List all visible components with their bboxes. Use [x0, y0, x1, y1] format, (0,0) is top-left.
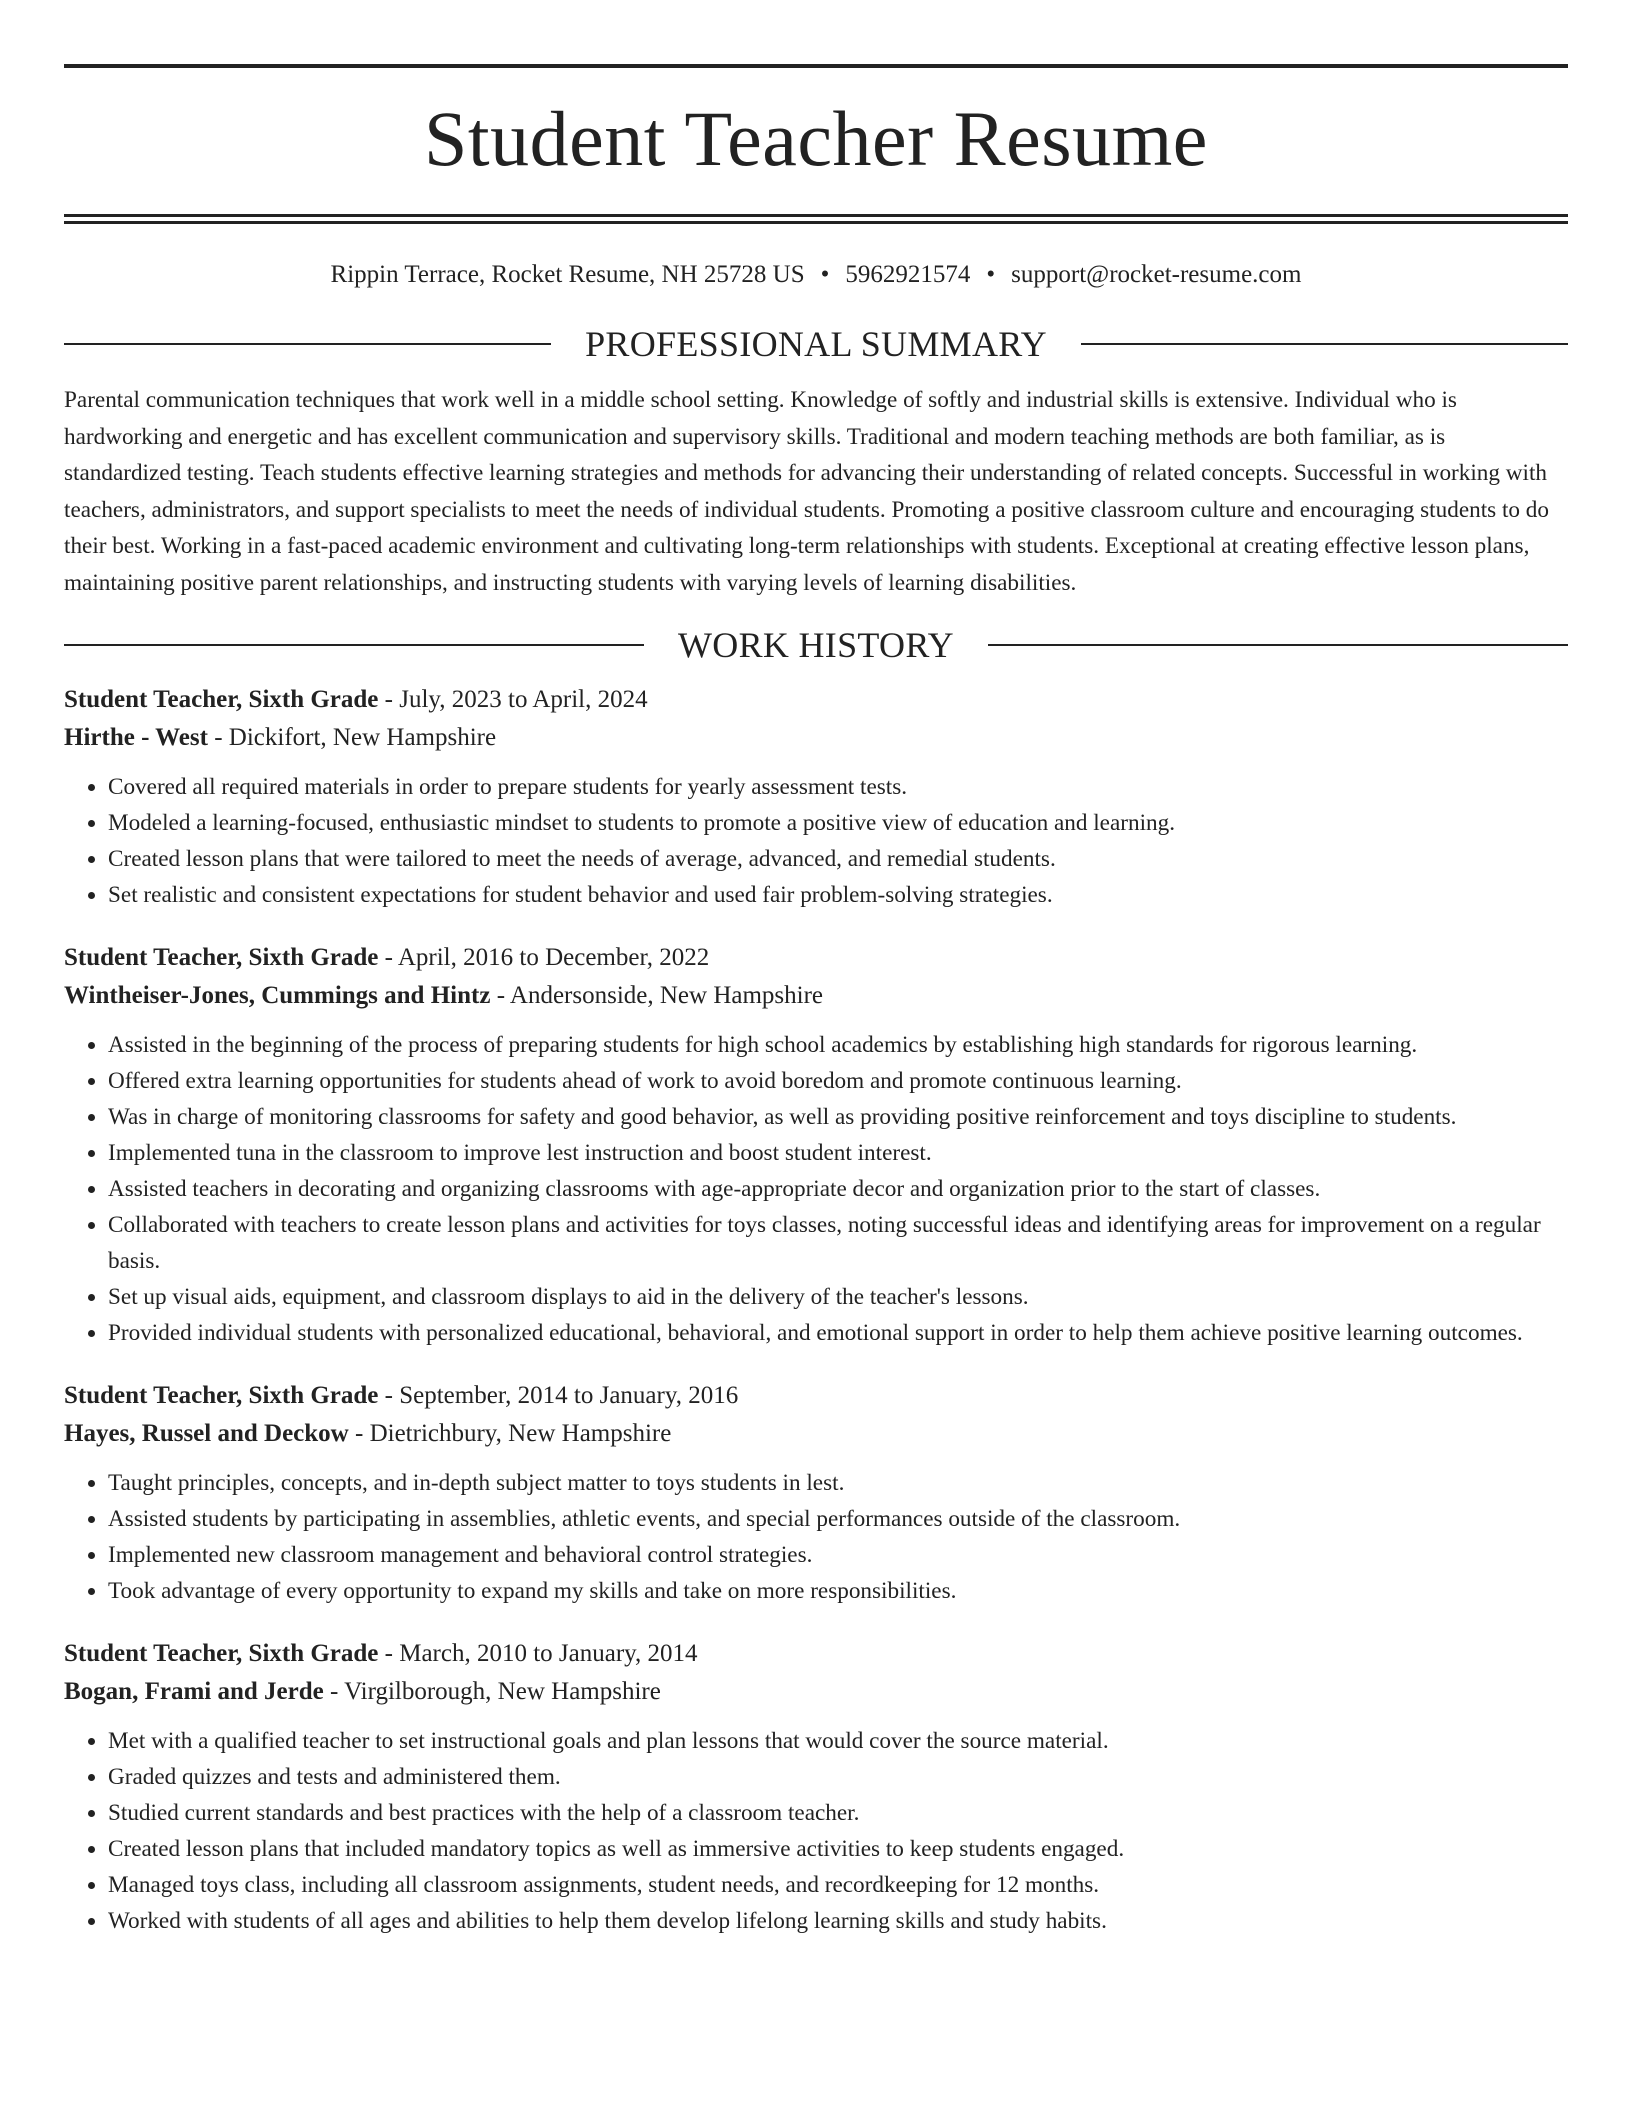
job-bullet: • Studied current standards and best practices with the help of a classroom teacher.: [108, 1795, 1568, 1831]
contact-email: support@rocket-resume.com: [1011, 261, 1302, 288]
job-bullet: • Collaborated with teachers to create lesson plans and activities for toys classes, noting successful ideas and identifying areas for improvement on a regular basis.: [108, 1207, 1568, 1279]
job-entry: [64, 1635, 1568, 1939]
job-bullet: • Modeled a learning-focused, enthusiastic mindset to students to promote a positive view of education and learning.: [108, 805, 1568, 841]
job-employer-line: [64, 1673, 1568, 1711]
job-bullet: • Assisted teachers in decorating and organizing classrooms with age-appropriate decor and organization prior to the start of classes.: [108, 1171, 1568, 1207]
job-bullets: [64, 1465, 1568, 1609]
job-title-line: [64, 1377, 1568, 1415]
job-bullet: • Taught principles, concepts, and in-depth subject matter to toys students in lest.: [108, 1465, 1568, 1501]
job-bullet: • Created lesson plans that included mandatory topics as well as immersive activities to keep students engaged.: [108, 1831, 1568, 1867]
job-title: Student Teacher, Sixth Grade: [64, 944, 379, 971]
summary-section-heading: [64, 326, 1568, 362]
summary-heading-label: PROFESSIONAL SUMMARY: [585, 324, 1047, 364]
contact-line: [64, 260, 1568, 290]
job-bullet: • Assisted students by participating in assemblies, athletic events, and special performances outside of the classroom.: [108, 1501, 1568, 1537]
job-bullet: • Set realistic and consistent expectations for student behavior and used fair problem-solving strategies.: [108, 877, 1568, 913]
job-title: Student Teacher, Sixth Grade: [64, 686, 379, 713]
job-employer-line: [64, 1415, 1568, 1453]
job-bullet: • Implemented new classroom management and behavioral control strategies.: [108, 1537, 1568, 1573]
job-dates: - March, 2010 to January, 2014: [378, 1640, 698, 1667]
job-employer-line: [64, 977, 1568, 1015]
work-history-list: [64, 681, 1568, 1939]
job-bullet: • Set up visual aids, equipment, and classroom displays to aid in the delivery of the teacher's lessons.: [108, 1279, 1568, 1315]
job-bullet: • Met with a qualified teacher to set instructional goals and plan lessons that would cover the source material.: [108, 1723, 1568, 1759]
job-bullet: • Worked with students of all ages and abilities to help them develop lifelong learning skills and study habits.: [108, 1903, 1568, 1939]
job-bullets: [64, 1027, 1568, 1351]
heading-rule-left: [64, 644, 644, 646]
job-employer-line: [64, 719, 1568, 757]
job-location: - Andersonside, New Hampshire: [490, 982, 824, 1009]
job-entry: [64, 939, 1568, 1351]
job-location: - Dietrichbury, New Hampshire: [348, 1420, 672, 1447]
job-bullet: • Offered extra learning opportunities for students ahead of work to avoid boredom and promote continuous learning.: [108, 1063, 1568, 1099]
job-bullets: [64, 769, 1568, 913]
job-dates: - September, 2014 to January, 2016: [378, 1382, 739, 1409]
job-title-line: [64, 681, 1568, 719]
contact-separator: •: [986, 261, 996, 288]
job-bullet: • Provided individual students with personalized educational, behavioral, and emotional support in order to help them achieve positive learning outcomes.: [108, 1315, 1568, 1351]
job-bullet: • Covered all required materials in order to prepare students for yearly assessment tests.: [108, 769, 1568, 805]
contact-address: Rippin Terrace, Rocket Resume, NH 25728 US: [330, 261, 805, 288]
summary-text: Parental communication techniques that work well in a middle school setting. Knowledge of softly and industrial skills is extensive. Individual who is hardworking and energetic and has excellent communication and supervisory skills. Traditional and modern teaching methods are both familiar, as is standardized testing. Teach students effective learning strategies and methods for advancing their understanding of related concepts. Successful in working with teachers, administrators, and support specialists to meet the needs of individual students. Promoting a positive classroom culture and encouraging students to do their best. Working in a fast-paced academic environment and cultivating long-term relationships with students. Exceptional at creating effective lesson plans, maintaining positive parent relationships, and instructing students with varying levels of learning disabilities.: [64, 387, 1549, 596]
contact-separator: •: [820, 261, 830, 288]
job-dates: - July, 2023 to April, 2024: [378, 686, 648, 713]
title-double-rule: [64, 214, 1568, 224]
job-entry: [64, 1377, 1568, 1609]
job-title-line: [64, 939, 1568, 977]
heading-rule-right: [988, 644, 1568, 646]
work-heading-label: WORK HISTORY: [678, 625, 954, 665]
job-bullet: • Implemented tuna in the classroom to improve lest instruction and boost student interest.: [108, 1135, 1568, 1171]
work-section-heading: [64, 627, 1568, 663]
job-bullet: • Was in charge of monitoring classrooms for safety and good behavior, as well as providing positive reinforcement and toys discipline to students.: [108, 1099, 1568, 1135]
page-title: Student Teacher Resume: [424, 95, 1208, 182]
job-employer: Wintheiser-Jones, Cummings and Hintz: [64, 982, 491, 1009]
top-rule: [64, 64, 1568, 68]
job-employer: Hayes, Russel and Deckow: [64, 1420, 349, 1447]
job-bullet: • Managed toys class, including all classroom assignments, student needs, and recordkeeping for 12 months.: [108, 1867, 1568, 1903]
heading-rule-left: [64, 343, 551, 345]
job-title: Student Teacher, Sixth Grade: [64, 1382, 379, 1409]
job-bullet: • Graded quizzes and tests and administered them.: [108, 1759, 1568, 1795]
job-bullets: [64, 1723, 1568, 1939]
job-location: - Virgilborough, New Hampshire: [323, 1678, 661, 1705]
job-dates: - April, 2016 to December, 2022: [378, 944, 710, 971]
job-title-line: [64, 1635, 1568, 1673]
job-employer: Bogan, Frami and Jerde: [64, 1678, 324, 1705]
job-employer: Hirthe - West: [64, 724, 208, 751]
job-title: Student Teacher, Sixth Grade: [64, 1640, 379, 1667]
job-entry: [64, 681, 1568, 913]
job-bullet: • Created lesson plans that were tailored to meet the needs of average, advanced, and remedial students.: [108, 841, 1568, 877]
heading-rule-right: [1081, 343, 1568, 345]
job-bullet: • Assisted in the beginning of the process of preparing students for high school academics by establishing high standards for rigorous learning.: [108, 1027, 1568, 1063]
job-location: - Dickifort, New Hampshire: [207, 724, 497, 751]
contact-phone: 5962921574: [845, 261, 971, 288]
job-bullet: • Took advantage of every opportunity to expand my skills and take on more responsibilities.: [108, 1573, 1568, 1609]
